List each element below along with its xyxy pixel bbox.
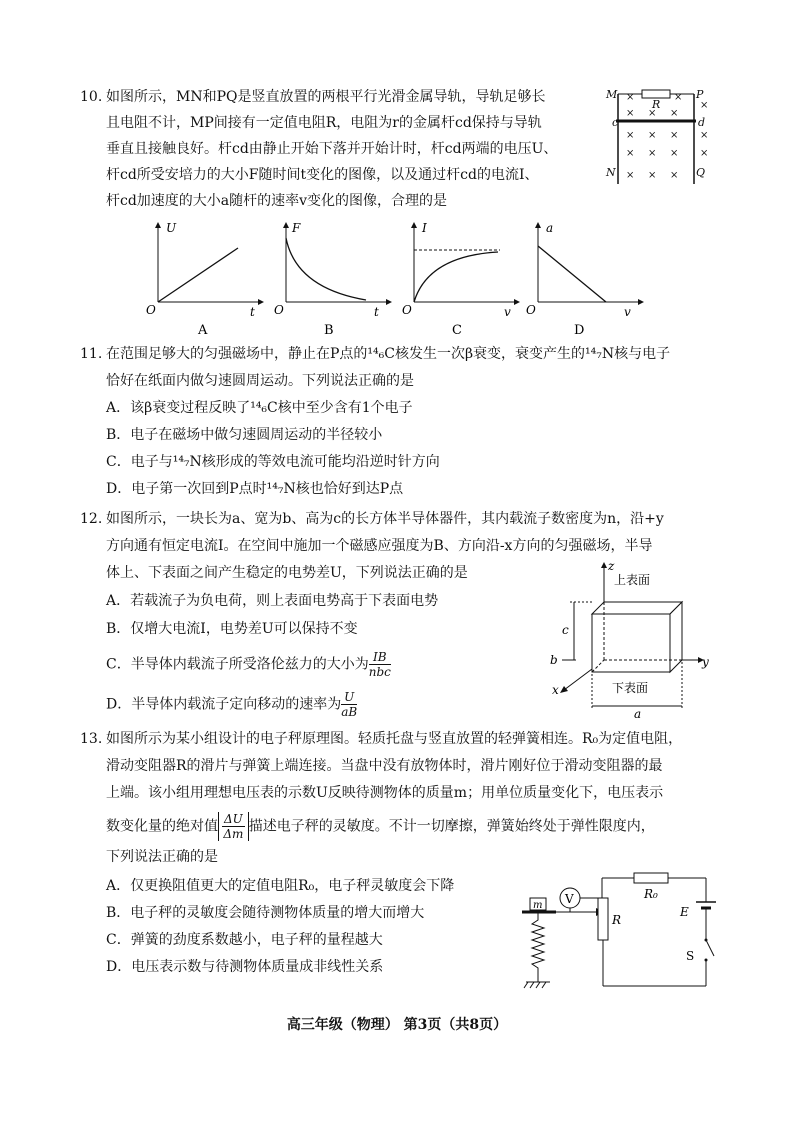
- curve-B: [286, 238, 366, 300]
- label-P: P: [696, 88, 704, 101]
- q12-option-c: [106, 650, 391, 679]
- svg-text:×: ×: [626, 92, 635, 103]
- q13-line: 滑动变阻器R的滑片与弹簧上端连接。当盘中没有放物体时，滑片刚好位于滑动变阻器的最: [106, 758, 663, 774]
- fraction-IB-nbc: [369, 650, 391, 679]
- q11-line: 恰好在纸面内做匀速圆周运动。下列说法正确的是: [106, 373, 414, 389]
- q10-rail-figure: [604, 84, 714, 189]
- q11-option: B．电子在磁场中做匀速圆周运动的半径较小: [106, 427, 383, 443]
- option-label-D: D: [574, 323, 585, 338]
- ylabel-A: U: [166, 221, 177, 235]
- q11-option: A．该β衰变过程反映了¹⁴₆C核中至少含有1个电子: [106, 400, 413, 416]
- option-label-C: C: [452, 323, 462, 338]
- q12-line: 如图所示，一块长为a、宽为b、高为c的长方体半导体器件，其内载流子数密度为n，沿+y: [106, 511, 664, 527]
- q12-line: 体上、下表面之间产生稳定的电势差U，下列说法正确的是: [106, 565, 468, 581]
- dim-a: a: [634, 707, 642, 721]
- q11-line: 在范围足够大的匀强磁场中，静止在P点的¹⁴₆C核发生一次β衰变，衰变产生的¹⁴₇N核与电子: [106, 346, 671, 362]
- svg-text:×: ×: [700, 100, 709, 111]
- q13-line: 上端。该小组用理想电压表的示数U反映待测物体的质量m；用单位质量变化下，电压表示: [106, 785, 664, 801]
- curve-A: [158, 248, 238, 302]
- q13-line-4: [106, 812, 655, 841]
- svg-text:×: ×: [674, 92, 683, 103]
- switch-S: [706, 940, 714, 956]
- q13-line4-post: 描述电子秤的灵敏度。不计一切摩擦，弹簧始终处于弹性限度内，: [248, 818, 655, 835]
- xlabel-D: v: [624, 305, 631, 319]
- q11-option: D．电子第一次回到P点时¹⁴₇N核也恰好到达P点: [106, 481, 404, 497]
- axis-z: z: [608, 559, 615, 573]
- q13-number: 13.: [80, 731, 103, 747]
- q10-line: 杆cd所受安培力的大小F随时间t变化的图像，以及通过杆cd的电流I、: [106, 167, 539, 183]
- q13-circuit-figure: [520, 868, 720, 996]
- label-c: c: [612, 116, 619, 129]
- svg-text:×: ×: [648, 170, 657, 181]
- box-side-face: [670, 602, 682, 672]
- q13-option: D．电压表示数与待测物体质量成非线性关系: [106, 959, 384, 975]
- q11-number: 11.: [80, 346, 103, 362]
- svg-text:×: ×: [648, 108, 657, 119]
- q10-line: 且电阻不计，MP间接有一定值电阻R，电阻为r的金属杆cd保持与导轨: [106, 115, 542, 131]
- q12-option-a: A．若载流子为负电荷，则上表面电势高于下表面电势: [106, 593, 439, 609]
- q12-line: 方向通有恒定电流I。在空间中施加一个磁感应强度为B、方向沿-x方向的匀强磁场，半导: [106, 538, 653, 554]
- numerator: ΔU: [224, 812, 243, 826]
- graph-D: [524, 220, 654, 340]
- q11-option: C．电子与¹⁴₇N核形成的等效电流可能均沿逆时针方向: [106, 454, 440, 470]
- q12-option-d-text: D．半导体内载流子定向移动的速率为: [106, 696, 342, 713]
- label-E: E: [680, 905, 689, 919]
- origin-D: O: [526, 303, 536, 317]
- ylabel-D: a: [546, 221, 554, 235]
- curve-C: [414, 252, 498, 302]
- label-M: M: [606, 88, 618, 101]
- option-label-A: A: [198, 323, 208, 338]
- svg-text:×: ×: [670, 148, 679, 159]
- axis-x: x: [552, 683, 559, 697]
- spring: [532, 912, 544, 982]
- q13-option: A．仅更换阻值更大的定值电阻R₀，电子秤灵敏度会下降: [106, 878, 455, 894]
- q12-number: 12.: [80, 511, 103, 527]
- svg-text:×: ×: [700, 148, 709, 159]
- q13-line4-pre: 数变化量的绝对值: [106, 818, 218, 835]
- box-top-face: [592, 602, 682, 614]
- svg-text:×: ×: [648, 148, 657, 159]
- rheostat-R: [598, 898, 608, 940]
- denominator: aB: [341, 705, 358, 719]
- graph-C: [400, 220, 530, 340]
- svg-text:×: ×: [626, 108, 635, 119]
- origin-C: O: [402, 303, 412, 317]
- label-V: V: [565, 892, 574, 906]
- q13-option: C．弹簧的劲度系数越小，电子秤的量程越大: [106, 932, 383, 948]
- q12-option-c-text: C．半导体内载流子所受洛伦兹力的大小为: [106, 656, 369, 673]
- origin-B: O: [274, 303, 284, 317]
- numerator: U: [341, 690, 357, 705]
- denominator: nbc: [368, 665, 391, 679]
- q10-line: 杆cd加速度的大小a随杆的速率v变化的图像，合理的是: [106, 193, 448, 209]
- label-R0: R₀: [644, 887, 658, 901]
- label-m: m: [533, 900, 543, 911]
- abs-value: [218, 812, 249, 841]
- q10-line: 如图所示，MN和PQ是竖直放置的两根平行光滑金属导轨，导轨足够长: [106, 89, 546, 105]
- graph-A: [140, 220, 270, 340]
- svg-text:×: ×: [626, 130, 635, 141]
- axis-y: y: [702, 655, 709, 669]
- resistor-R: [642, 90, 670, 98]
- svg-text:×: ×: [670, 130, 679, 141]
- denominator: Δm: [223, 827, 244, 841]
- label-d: d: [698, 116, 706, 129]
- option-label-B: B: [324, 323, 334, 338]
- xlabel-C: v: [504, 305, 511, 319]
- label-S: S: [686, 949, 695, 963]
- graph-B: [270, 220, 400, 340]
- label-Q: Q: [696, 166, 706, 179]
- resistor-R0: [634, 873, 668, 883]
- label-R: R: [612, 913, 622, 927]
- q10-number: 10.: [80, 89, 103, 105]
- origin-A: O: [146, 303, 156, 317]
- svg-text:×: ×: [626, 170, 635, 181]
- svg-text:×: ×: [700, 130, 709, 141]
- page-footer: 高三年级（物理） 第3页（共8页）: [286, 1017, 508, 1033]
- ylabel-B: F: [292, 221, 301, 235]
- fraction-dU-dm: [222, 812, 245, 841]
- label-bottom-surface: 下表面: [612, 681, 649, 695]
- q12-option-b: B．仅增大电流I，电势差U可以保持不变: [106, 621, 358, 637]
- xlabel-A: t: [250, 305, 255, 319]
- numerator: IB: [369, 650, 391, 665]
- label-top-surface: 上表面: [614, 573, 651, 587]
- q13-line: 如图所示为某小组设计的电子秤原理图。轻质托盘与竖直放置的轻弹簧相连。R₀为定值电阻，: [106, 731, 683, 747]
- xlabel-B: t: [374, 305, 379, 319]
- svg-text:×: ×: [648, 130, 657, 141]
- dim-b: b: [550, 653, 558, 667]
- ylabel-C: I: [422, 221, 427, 235]
- label-N: N: [606, 166, 616, 179]
- q13-option: B．电子秤的灵敏度会随待测物体质量的增大而增大: [106, 905, 425, 921]
- q10-line: 垂直且接触良好。杆cd由静止开始下落并开始计时，杆cd两端的电压U、: [106, 141, 558, 157]
- fraction-U-aB: [341, 690, 357, 719]
- curve-D: [538, 246, 606, 302]
- svg-text:×: ×: [670, 170, 679, 181]
- q12-option-d: [106, 690, 357, 719]
- svg-text:×: ×: [626, 148, 635, 159]
- q13-line: 下列说法正确的是: [106, 849, 218, 865]
- q12-semiconductor-figure: [540, 560, 720, 720]
- dim-c: c: [562, 623, 569, 637]
- label-R: R: [652, 98, 661, 111]
- svg-text:×: ×: [670, 108, 679, 119]
